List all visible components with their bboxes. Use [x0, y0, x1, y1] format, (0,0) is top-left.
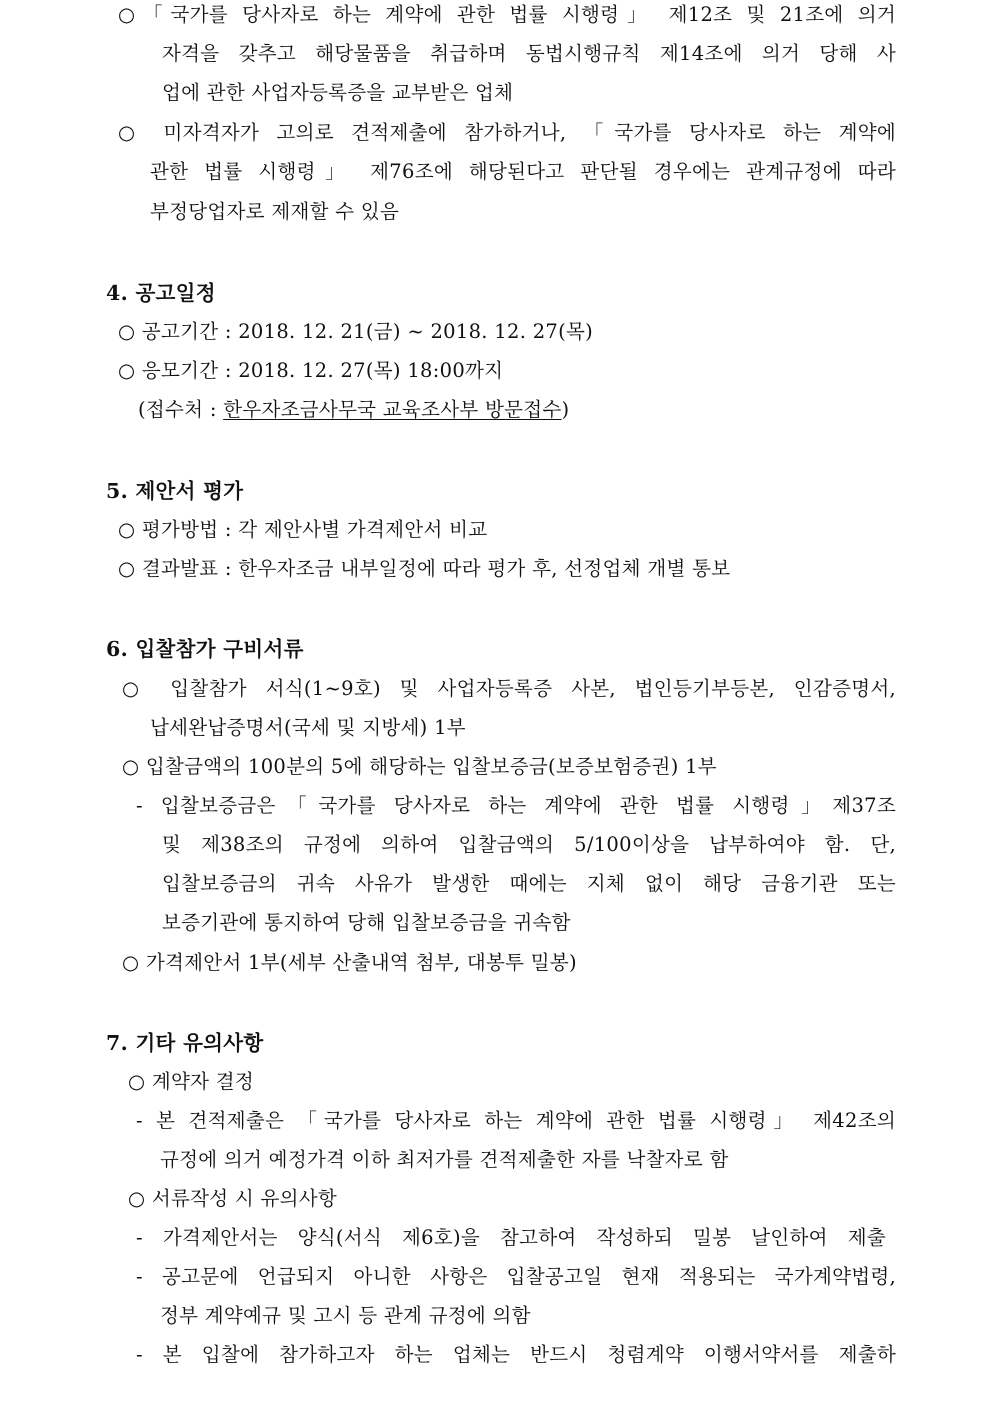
writing-notes: ○ 서류작성 시 유의사항 — [128, 1187, 338, 1210]
section-6-heading: 6. 입찰참가 구비서류 — [106, 637, 304, 661]
result-announcement: ○ 결과발표 : 한우자조금 내부일정에 따라 평가 후, 선정업체 개별 통보 — [118, 557, 731, 580]
price-proposal: ○ 가격제안서 1부(세부 산출내역 첨부, 대봉투 밀봉) — [122, 951, 577, 974]
sanction-item-line-1: ○ 미자격자가 고의로 견적제출에 참가하거나, 「국가를 당사자로 하는 계약에 — [118, 121, 896, 144]
contractor-detail-line-2: 규정에 의거 예정가격 이하 최저가를 견적제출한 자를 낙찰자로 함 — [160, 1148, 729, 1171]
sanction-item-line-3: 부정당업자로 제재할 수 있음 — [150, 200, 400, 223]
section-4-heading: 4. 공고일정 — [106, 281, 216, 305]
reception-place: 한우자조금사무국 교육조사부 방문접수 — [223, 398, 562, 421]
reception-location — [138, 397, 569, 423]
writing-note-2-line-2: 정부 계약예규 및 고시 등 관계 규정에 의함 — [160, 1304, 531, 1327]
bid-bond-detail-line-3: 입찰보증금의 귀속 사유가 발생한 때에는 지체 없이 해당 금융기관 또는 — [162, 872, 896, 895]
required-docs-line-1: ○ 입찰참가 서식(1~9호) 및 사업자등록증 사본, 법인등기부등본, 인감증명서, — [122, 677, 896, 700]
contractor-decision: ○ 계약자 결정 — [128, 1070, 254, 1093]
bid-bond-detail-line-4: 보증기관에 통지하여 당해 입찰보증금을 귀속함 — [162, 911, 571, 934]
qualification-item-line-2: 자격을 갖추고 해당물품을 취급하며 동법시행규칙 제14조에 의거 당해 사 — [162, 42, 896, 65]
required-docs-line-2: 납세완납증명서(국세 및 지방세) 1부 — [150, 716, 466, 739]
writing-note-1: - 가격제안서는 양식(서식 제6호)을 참고하여 작성하되 밀봉 날인하여 제출 — [136, 1226, 886, 1249]
application-period: ○ 응모기간 : 2018. 12. 27(목) 18:00까지 — [118, 359, 504, 382]
writing-note-2-line-1: - 공고문에 언급되지 아니한 사항은 입찰공고일 현재 적용되는 국가계약법령, — [136, 1265, 896, 1288]
reception-prefix: (접수처 : — [138, 398, 224, 421]
writing-note-3: - 본 입찰에 참가하고자 하는 업체는 반드시 청렴계약 이행서약서를 제출하 — [136, 1343, 896, 1366]
section-7-heading: 7. 기타 유의사항 — [106, 1031, 264, 1055]
qualification-item-line-3: 업에 관한 사업자등록증을 교부받은 업체 — [162, 81, 514, 104]
sanction-item-line-2: 관한 법률 시행령」 제76조에 해당된다고 판단될 경우에는 관계규정에 따라 — [150, 160, 896, 183]
evaluation-method: ○ 평가방법 : 각 제안사별 가격제안서 비교 — [118, 518, 488, 541]
bid-bond-detail-line-2: 및 제38조의 규정에 의하여 입찰금액의 5/100이상을 납부하여야 함. 단, — [162, 833, 896, 856]
section-5-heading: 5. 제안서 평가 — [106, 479, 244, 503]
reception-suffix: ) — [561, 398, 570, 421]
posting-period: ○ 공고기간 : 2018. 12. 21(금) ~ 2018. 12. 27(목) — [118, 320, 594, 343]
qualification-item-line-1: ○「국가를 당사자로 하는 계약에 관한 법률 시행령」 제12조 및 21조에 의거 — [118, 3, 896, 26]
contractor-detail-line-1: - 본 견적제출은 「국가를 당사자로 하는 계약에 관한 법률 시행령」 제42조의 — [136, 1109, 896, 1132]
bid-bond-detail-line-1: - 입찰보증금은「국가를 당사자로 하는 계약에 관한 법률 시행령」제37조 — [136, 794, 896, 817]
bid-bond: ○ 입찰금액의 100분의 5에 해당하는 입찰보증금(보증보험증권) 1부 — [122, 755, 717, 778]
